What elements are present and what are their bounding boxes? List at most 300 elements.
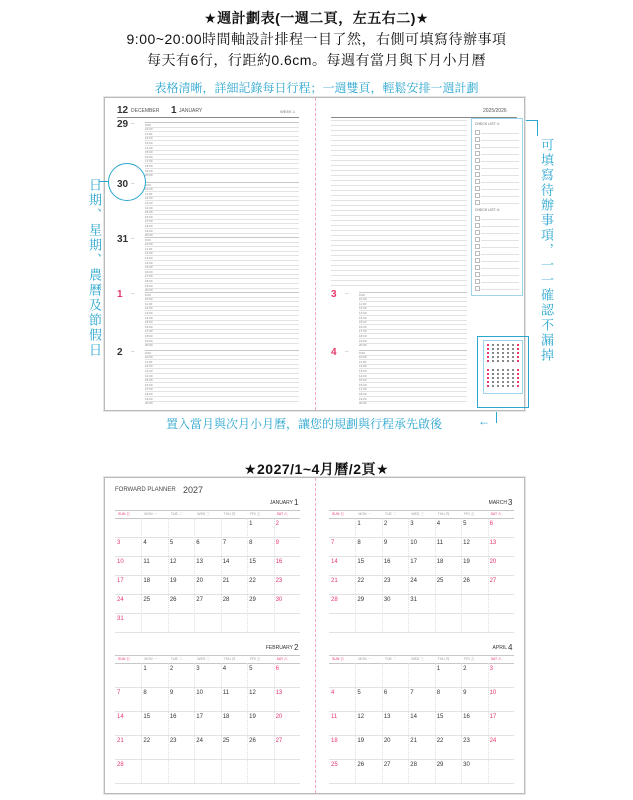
checkbox: [475, 130, 480, 135]
time-label: 18:00: [145, 223, 153, 228]
lunar-label: —: [131, 291, 135, 295]
day-cell: 20: [383, 738, 391, 744]
day-cell: 21: [331, 578, 338, 584]
spine: [315, 98, 316, 410]
day-cell: 25: [143, 597, 151, 603]
day-cell: 2: [383, 521, 388, 527]
time-label: 9:00: [359, 350, 365, 355]
time-label: 19:00: [145, 338, 153, 343]
time-row: [145, 154, 299, 155]
day-cell: 24: [410, 578, 417, 584]
weekday-label: TUE 二: [170, 657, 183, 661]
day-cell: 7: [410, 690, 414, 696]
time-label: 10:00: [145, 127, 153, 132]
week-row-rule: [115, 613, 300, 614]
weekday-label: FRI 五: [464, 512, 475, 516]
time-row: [145, 187, 299, 188]
checklist-line: [481, 161, 519, 162]
time-row: [145, 145, 299, 146]
time-label: 14:00: [145, 260, 153, 265]
time-label: 9:00: [145, 292, 151, 297]
weekday-label: SAT 六: [276, 657, 288, 661]
time-row: [145, 265, 299, 266]
column-divider: [435, 663, 436, 783]
time-row: [145, 391, 299, 392]
time-label: 14:00: [145, 373, 153, 378]
day-cell: 5: [463, 521, 467, 527]
day-cell: 24: [196, 738, 203, 744]
highlight-circle: [108, 163, 146, 201]
day-cell: 28: [331, 597, 338, 603]
checklist-line: [481, 226, 519, 227]
time-row: [359, 297, 467, 298]
day-cell: 14: [331, 559, 338, 565]
column-divider: [141, 518, 142, 632]
week-row-rule: [329, 711, 514, 712]
time-label: 13:00: [145, 310, 153, 315]
day-cell: 6: [383, 690, 388, 696]
time-label: 16:00: [145, 324, 153, 329]
time-label: 14:00: [359, 373, 367, 378]
checkbox: [475, 265, 480, 270]
time-label: 10:00: [359, 297, 367, 302]
checklist-line: [481, 182, 519, 183]
time-row: [359, 359, 467, 360]
day-cell: 26: [169, 597, 177, 603]
note-row: [331, 265, 467, 266]
checkbox: [475, 216, 480, 221]
day-cell: 9: [383, 540, 388, 546]
left-month-name: DECEMBER: [131, 108, 160, 114]
weekday-label: MON 一: [358, 657, 372, 661]
note-row: [331, 255, 467, 256]
checklist-line: [481, 233, 519, 234]
month-name: JANUARY: [269, 500, 293, 506]
day-cell: 3: [196, 666, 200, 672]
month-grid-rule: [115, 518, 300, 519]
time-row: [145, 237, 299, 238]
month-name: APRIL: [492, 645, 507, 651]
day-cell: 20: [275, 714, 283, 720]
time-label: 10:00: [145, 187, 153, 192]
checklist-line: [481, 154, 519, 155]
column-divider: [435, 518, 436, 632]
time-row: [145, 359, 299, 360]
column-divider: [408, 518, 409, 632]
checklist-line: [481, 203, 519, 204]
day-number: 29: [117, 119, 129, 130]
time-row: [145, 350, 299, 351]
day-number: 30: [117, 179, 129, 190]
weekday-label: WED 三: [197, 657, 210, 661]
day-cell: 14: [117, 714, 124, 720]
weekday-label: SUN 日: [332, 657, 344, 661]
time-label: 17:00: [145, 219, 153, 224]
week-row-rule: [329, 556, 514, 557]
time-label: 14:00: [145, 205, 153, 210]
time-row: [145, 246, 299, 247]
day-cell: 19: [169, 578, 177, 584]
day-cell: 14: [222, 559, 230, 565]
time-row: [145, 168, 299, 169]
time-row: [145, 343, 299, 344]
time-label: 19:00: [145, 396, 153, 401]
note-row: [331, 180, 467, 181]
time-row: [359, 329, 467, 330]
weekday-label: SAT 六: [276, 512, 288, 516]
checkbox: [475, 137, 480, 142]
checklist-line: [481, 175, 519, 176]
day-cell: 30: [463, 762, 470, 768]
day-cell: 13: [275, 690, 283, 696]
day-cell: 12: [357, 714, 365, 720]
time-row: [145, 301, 299, 302]
time-row: [145, 140, 299, 141]
lunar-label: —: [345, 349, 349, 353]
day-cell: 23: [463, 738, 470, 744]
left-month2-name: JANUARY: [179, 108, 203, 114]
day-cell: 12: [249, 690, 256, 696]
month-header-rule: [329, 655, 514, 656]
time-label: 20:00: [359, 343, 367, 348]
time-row: [359, 378, 467, 379]
column-divider: [221, 663, 222, 783]
column-divider: [382, 518, 383, 632]
week-row-rule: [115, 711, 300, 712]
header-subtitle-1: 9:00~20:00時間軸設計排程一目了然，右側可填寫待辦事項: [126, 31, 507, 47]
checkbox: [475, 230, 480, 235]
day-cell: 4: [331, 690, 335, 696]
column-divider: [461, 663, 462, 783]
day-number: 4: [331, 347, 337, 358]
day-cell: 4: [222, 666, 227, 672]
day-cell: 8: [143, 690, 147, 696]
note-row: [331, 220, 467, 221]
time-row: [359, 401, 467, 402]
weekday-label: FRI 五: [250, 657, 261, 661]
day-cell: 11: [331, 714, 338, 720]
week-row-rule: [329, 613, 514, 614]
day-cell: 20: [489, 559, 497, 565]
weekly-planner-spread: [104, 97, 525, 411]
time-label: 20:00: [145, 173, 153, 178]
checkbox: [475, 258, 480, 263]
planner-year: 2027: [183, 485, 204, 495]
column-divider: [355, 663, 356, 783]
time-row: [145, 297, 299, 298]
checkbox: [475, 179, 480, 184]
day-cell: 8: [436, 690, 441, 696]
day-cell: 24: [489, 738, 497, 744]
time-row: [359, 320, 467, 321]
time-row: [359, 333, 467, 334]
day-cell: 26: [357, 762, 365, 768]
note-row: [331, 185, 467, 186]
week-row-rule: [329, 537, 514, 538]
weekday-label: TUE 二: [384, 657, 397, 661]
time-label: 19:00: [145, 228, 153, 233]
time-label: 12:00: [359, 364, 367, 369]
day-number: 1: [117, 289, 123, 300]
day-cell: 17: [117, 578, 124, 584]
weekday-label: MON 一: [144, 512, 158, 516]
time-label: 9:00: [145, 182, 151, 187]
checkbox: [475, 286, 480, 291]
time-label: 17:00: [145, 387, 153, 392]
day-cell: 28: [117, 762, 124, 768]
note-row: [331, 230, 467, 231]
monthly-planner-spread: [104, 477, 525, 794]
time-label: 15:00: [145, 378, 153, 383]
time-row: [145, 292, 299, 293]
time-label: 15:00: [359, 378, 367, 383]
day-cell: 2: [275, 521, 279, 527]
time-row: [145, 310, 299, 311]
checkbox: [475, 193, 480, 198]
day-cell: 24: [117, 597, 124, 603]
day-cell: 22: [249, 578, 256, 584]
time-row: [145, 150, 299, 151]
month-number: 3: [508, 498, 513, 507]
time-label: 16:00: [145, 382, 153, 387]
column-divider: [488, 663, 489, 783]
weekday-label: TUE 二: [384, 512, 397, 516]
day-cell: 4: [143, 540, 147, 546]
weekday-label: FRI 五: [464, 657, 475, 661]
column-divider: [168, 663, 169, 783]
note-row: [331, 195, 467, 196]
month-name: FEBRUARY: [265, 645, 293, 651]
checklist-line: [481, 133, 519, 134]
day-cell: 25: [331, 762, 338, 768]
column-divider: [221, 518, 222, 632]
note-row: [331, 125, 467, 126]
week-row-rule: [115, 632, 300, 633]
day-cell: 11: [222, 690, 229, 696]
note-row: [331, 245, 467, 246]
spine: [315, 478, 316, 793]
note-row: [331, 155, 467, 156]
time-row: [145, 251, 299, 252]
time-row: [145, 173, 299, 174]
note-row: [331, 205, 467, 206]
time-label: 17:00: [145, 159, 153, 164]
column-divider: [408, 663, 409, 783]
day-cell: 3: [117, 540, 121, 546]
day-cell: 15: [436, 714, 444, 720]
time-row: [359, 310, 467, 311]
column-divider: [168, 518, 169, 632]
day-cell: 12: [463, 540, 470, 546]
day-cell: 16: [169, 714, 177, 720]
day-cell: 1: [436, 666, 441, 672]
day-cell: 12: [169, 559, 177, 565]
day-cell: 29: [357, 597, 365, 603]
time-row: [145, 127, 299, 128]
time-label: 17:00: [359, 387, 367, 392]
time-label: 16:00: [145, 269, 153, 274]
time-row: [145, 378, 299, 379]
weekday-label: TUE 二: [170, 512, 183, 516]
checklist-line: [481, 261, 519, 262]
time-label: 15:00: [145, 320, 153, 325]
day-cell: 28: [222, 597, 230, 603]
note-row: [331, 165, 467, 166]
note-row: [331, 135, 467, 136]
day-cell: 14: [410, 714, 417, 720]
time-label: 12:00: [145, 196, 153, 201]
week-row-rule: [115, 575, 300, 576]
time-label: 20:00: [145, 343, 153, 348]
time-label: 13:00: [359, 310, 367, 315]
arrow-left-icon: ←: [478, 414, 490, 428]
week-row-rule: [329, 594, 514, 595]
left-month2-num: 1: [171, 105, 177, 116]
week-label: WEEK 1: [280, 109, 296, 114]
day-cell: 13: [489, 540, 497, 546]
time-label: 18:00: [145, 163, 153, 168]
day-cell: 29: [249, 597, 256, 603]
time-label: 11:00: [145, 301, 153, 306]
time-row: [359, 387, 467, 388]
time-row: [145, 338, 299, 339]
note-row: [331, 190, 467, 191]
day-cell: 30: [275, 597, 283, 603]
time-row: [359, 292, 467, 293]
time-row: [359, 338, 467, 339]
time-label: 18:00: [359, 333, 367, 338]
time-row: [145, 136, 299, 137]
day-cell: 16: [275, 559, 283, 565]
header-subtitle-2: 每天有6行，行距約0.6cm。每週有當月與下月小月曆: [147, 52, 486, 68]
day-cell: 23: [169, 738, 177, 744]
month-header-rule: [115, 655, 300, 656]
day-cell: 18: [143, 578, 151, 584]
time-label: 10:00: [359, 355, 367, 360]
checkbox: [475, 144, 480, 149]
time-label: 12:00: [145, 251, 153, 256]
time-row: [359, 396, 467, 397]
time-label: 12:00: [145, 136, 153, 141]
lunar-label: —: [345, 291, 349, 295]
weekday-label: WED 三: [197, 512, 210, 516]
day-cell: 27: [489, 578, 497, 584]
time-label: 15:00: [145, 210, 153, 215]
weekday-label: WED 三: [411, 512, 424, 516]
day-cell: 28: [410, 762, 417, 768]
note-row: [331, 240, 467, 241]
day-cell: 3: [410, 521, 414, 527]
note-row: [331, 215, 467, 216]
day-cell: 3: [489, 666, 493, 672]
time-row: [145, 368, 299, 369]
weekday-label: FRI 五: [250, 512, 261, 516]
note-row: [331, 260, 467, 261]
day-cell: 27: [275, 738, 283, 744]
time-row: [145, 260, 299, 261]
checkbox: [475, 251, 480, 256]
highlight-box: [477, 336, 529, 408]
day-cell: 11: [143, 559, 150, 565]
note-row: [331, 170, 467, 171]
time-row: [145, 329, 299, 330]
week-row-rule: [115, 537, 300, 538]
time-label: 20:00: [145, 401, 153, 406]
weekday-label: THU 四: [437, 657, 450, 661]
checkbox: [475, 151, 480, 156]
day-cell: 19: [249, 714, 256, 720]
column-divider: [141, 663, 142, 783]
weekday-label: SAT 六: [490, 657, 502, 661]
time-label: 13:00: [145, 368, 153, 373]
time-label: 18:00: [359, 391, 367, 396]
time-row: [359, 355, 467, 356]
connector-line: [537, 120, 538, 136]
checklist-line: [481, 247, 519, 248]
day-cell: 2: [169, 666, 174, 672]
month-header-rule: [329, 510, 514, 511]
time-label: 16:00: [145, 214, 153, 219]
day-cell: 13: [383, 714, 391, 720]
time-label: 14:00: [359, 315, 367, 320]
note-row: [331, 210, 467, 211]
time-row: [145, 315, 299, 316]
checkbox: [475, 272, 480, 277]
day-cell: 7: [331, 540, 335, 546]
time-label: 13:00: [145, 140, 153, 145]
time-row: [359, 315, 467, 316]
time-label: 19:00: [145, 168, 153, 173]
note-row: [331, 145, 467, 146]
week-row-rule: [115, 783, 300, 784]
day-cell: 21: [222, 578, 230, 584]
weekday-label: THU 四: [223, 657, 236, 661]
time-row: [145, 306, 299, 307]
connector-line: [99, 181, 109, 182]
column-divider: [274, 663, 275, 783]
time-row: [145, 278, 299, 279]
day-cell: 6: [196, 540, 200, 546]
day-number: 2: [117, 347, 123, 358]
day-cell: 17: [489, 714, 497, 720]
column-divider: [194, 518, 195, 632]
time-label: 14:00: [145, 145, 153, 150]
time-row: [145, 255, 299, 256]
month-grid-rule: [329, 663, 514, 664]
day-cell: 31: [117, 616, 124, 622]
checklist-line: [481, 147, 519, 148]
day-cell: 10: [489, 690, 497, 696]
note-row: [331, 175, 467, 176]
time-label: 17:00: [145, 329, 153, 334]
time-row: [145, 122, 299, 123]
day-cell: 26: [463, 578, 470, 584]
checklist-line: [481, 240, 519, 241]
day-cell: 26: [249, 738, 256, 744]
checklist-line: [481, 289, 519, 290]
note-row: [331, 225, 467, 226]
planner-title: FORWARD PLANNER: [115, 487, 176, 493]
time-row: [359, 368, 467, 369]
time-label: 10:00: [145, 297, 153, 302]
time-row: [145, 163, 299, 164]
time-row: [359, 301, 467, 302]
checklist-line: [481, 275, 519, 276]
weekday-label: MON 一: [358, 512, 372, 516]
time-label: 11:00: [359, 301, 367, 306]
time-label: 9:00: [145, 237, 151, 242]
time-row: [145, 274, 299, 275]
